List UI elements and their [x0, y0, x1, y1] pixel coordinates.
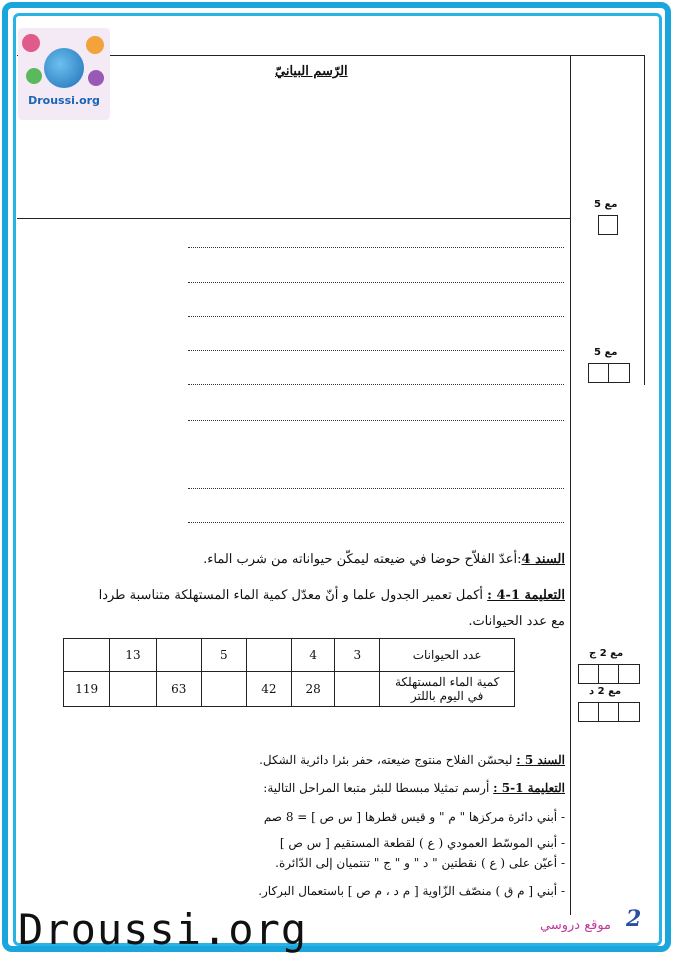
step-item: - أعيّن على ( ع ) نقطتين " د " و " ج " تنتميان إلى الدّائرة.	[275, 856, 565, 870]
table-cell[interactable]	[64, 639, 110, 672]
table-row	[64, 672, 515, 707]
inner-frame	[13, 13, 662, 946]
score-label: مع 5	[594, 347, 618, 358]
sanad4-text: :أعدّ الفلاّح حوضا في ضيعته ليمكّن حيواناته من شرب الماء.	[203, 552, 522, 567]
answer-line	[188, 488, 564, 489]
answer-line	[188, 522, 564, 523]
top-rule	[17, 55, 645, 56]
score-label: مع 2 ج	[589, 648, 624, 659]
table-cell[interactable]: 5	[201, 639, 246, 672]
answer-line	[188, 247, 564, 248]
watermark: Droussi.org	[18, 905, 308, 954]
row-header-animals: عدد الحيوانات	[380, 639, 515, 672]
logo-figure-icon	[22, 34, 40, 52]
table-cell[interactable]	[246, 639, 291, 672]
right-rule	[644, 55, 645, 385]
globe-icon	[44, 48, 84, 88]
sanad5-label: السند 5 :	[516, 753, 565, 767]
sanad4-label: السند 4	[521, 552, 565, 567]
answer-line	[188, 282, 564, 283]
logo-text: Droussi.org	[28, 94, 100, 107]
table-cell[interactable]	[201, 672, 246, 707]
table-cell[interactable]: 42	[246, 672, 291, 707]
sanad5-text: ليحسّن الفلاح منتوج ضيعته، حفر بئرا دائرية الشكل.	[259, 753, 513, 767]
score-label: مع 2 د	[589, 686, 622, 697]
answer-line	[188, 316, 564, 317]
site-name[interactable]: موقع دروسي	[540, 918, 612, 933]
table-cell[interactable]: 28	[292, 672, 335, 707]
taalima51-line	[263, 781, 565, 795]
taalima51-text: أرسم تمثيلا مبسطا للبئر متبعا المراحل التالية:	[263, 781, 490, 795]
table-cell[interactable]: 13	[110, 639, 156, 672]
table-cell[interactable]: 119	[64, 672, 110, 707]
answer-line	[188, 350, 564, 351]
logo-figure-icon	[88, 70, 104, 86]
answer-line	[188, 384, 564, 385]
graph-area-bottom-rule	[17, 218, 570, 219]
margin-rule	[570, 55, 571, 915]
score-box	[578, 664, 640, 684]
score-box-divider	[618, 703, 619, 721]
score-box-divider	[598, 665, 599, 683]
proportion-table	[63, 638, 515, 707]
taalima41-line	[99, 588, 565, 603]
droussi-logo	[18, 28, 110, 120]
step-item: - أبني [ م ق ) منصّف الزّاوية [ م د ، م ص ] باستعمال البركار.	[258, 884, 565, 898]
row-header-water	[380, 672, 515, 707]
graph-title: الرّسم البيانيّ	[275, 64, 348, 79]
answer-line	[188, 420, 564, 421]
step-item: - أبني الموسّط العمودي ( ع ) لقطعة المستقيم [ س ص ]	[279, 836, 565, 850]
table-cell[interactable]	[156, 639, 201, 672]
score-label: مع 5	[594, 199, 618, 210]
score-box-divider	[618, 665, 619, 683]
row-header-water-line2: في اليوم باللتر	[410, 689, 484, 703]
logo-figure-icon	[26, 68, 42, 84]
score-box	[588, 363, 630, 383]
table-cell[interactable]: 4	[292, 639, 335, 672]
score-box	[578, 702, 640, 722]
table-row	[64, 639, 515, 672]
page-number: 2	[626, 906, 642, 932]
score-box-divider	[608, 364, 609, 382]
row-header-water-line1: كمية الماء المستهلكة	[394, 675, 500, 689]
score-box	[598, 215, 618, 235]
taalima41-text: أكمل تعمير الجدول علما و أنّ معدّل كمية الماء المستهلكة متناسبة طردا	[98, 588, 484, 603]
table-cell[interactable]	[110, 672, 156, 707]
sanad5-line	[259, 753, 565, 767]
logo-figure-icon	[86, 36, 104, 54]
table-cell[interactable]: 3	[335, 639, 380, 672]
taalima51-label: التعليمة 1-5 :	[493, 781, 565, 795]
score-box-divider	[598, 703, 599, 721]
taalima41-text-cont: مع عدد الحيوانات.	[468, 614, 565, 629]
step-item: - أبني دائرة مركزها " م " و قيس قطرها [ س ص ] = 8 صم	[263, 810, 565, 824]
table-cell[interactable]: 63	[156, 672, 201, 707]
sanad4-line	[203, 552, 565, 567]
taalima41-label: التعليمة 1-4 :	[487, 588, 565, 603]
table-cell[interactable]	[335, 672, 380, 707]
